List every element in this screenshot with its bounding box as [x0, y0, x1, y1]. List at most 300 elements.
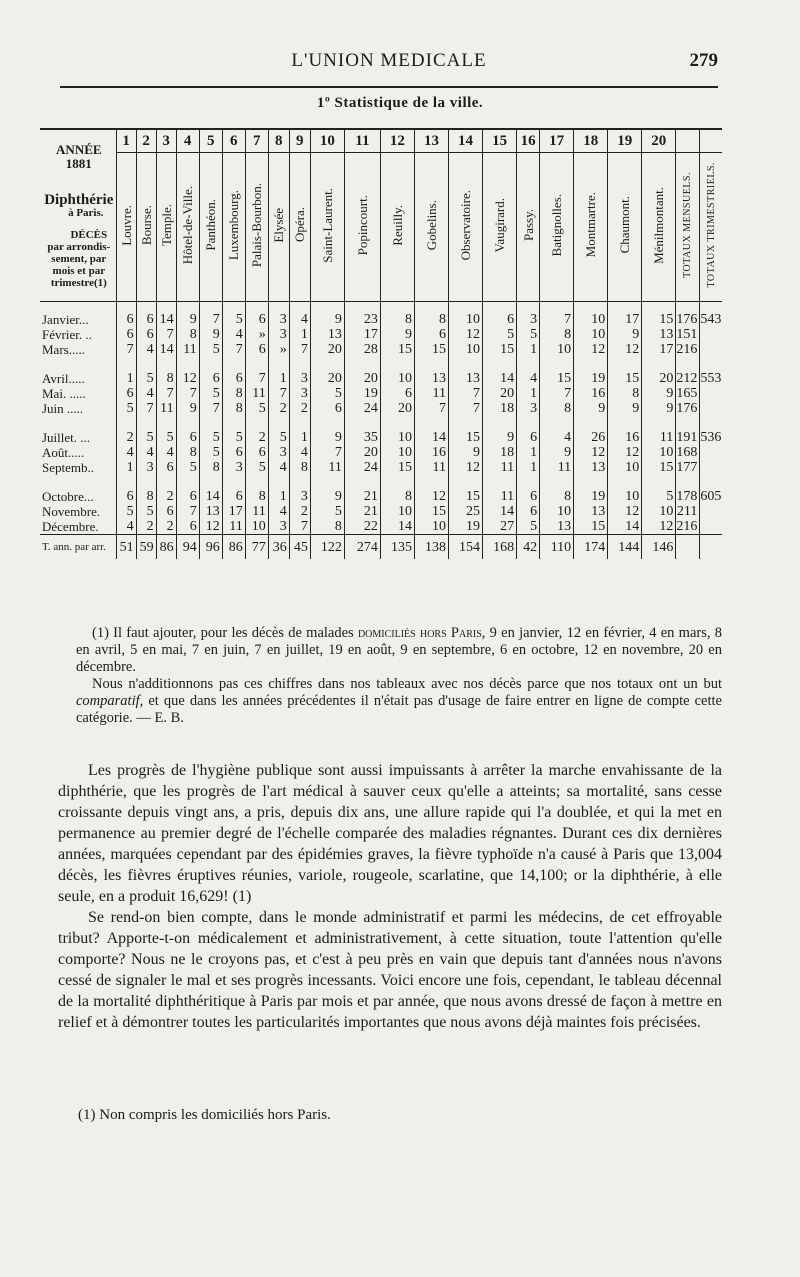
- table-cell: 8: [245, 489, 268, 504]
- table-cell: 4: [156, 445, 176, 460]
- table-cell: 5: [136, 504, 156, 519]
- annual-total-cell: 135: [380, 535, 414, 560]
- label-deces: DÉCÈS: [70, 228, 108, 241]
- column-number: 3: [156, 129, 176, 153]
- table-row: [40, 460, 722, 475]
- table-cell: 5: [310, 386, 344, 401]
- table-row: [40, 401, 722, 416]
- table-cell: 6: [245, 342, 268, 357]
- spacer-cell: [517, 475, 540, 489]
- table-cell: 35: [344, 430, 380, 445]
- spacer-cell: [676, 416, 700, 430]
- column-number: [676, 129, 700, 153]
- column-name-text: Vaugirard.: [492, 197, 508, 253]
- row-label: Février. ..: [42, 327, 92, 342]
- label-semaine: sement, par: [51, 252, 107, 265]
- table-cell: 4: [136, 445, 156, 460]
- table-cell: 4: [268, 504, 289, 519]
- spacer-cell: [268, 416, 289, 430]
- annual-total-cell: 138: [414, 535, 448, 560]
- table-cell: 5: [199, 445, 222, 460]
- spacer-cell: [540, 416, 574, 430]
- column-name-text: Bourse.: [138, 204, 154, 246]
- table-cell: 21: [344, 504, 380, 519]
- spacer-cell: [40, 416, 116, 430]
- table-cell: 6: [136, 312, 156, 327]
- table-cell: 1: [268, 371, 289, 386]
- page-number: 279: [689, 50, 718, 71]
- table-cell: 14: [414, 430, 448, 445]
- table-cell: 6: [483, 312, 517, 327]
- table-cell: 14: [608, 519, 642, 535]
- spacer-cell: [700, 416, 722, 430]
- table-cell: 6: [245, 445, 268, 460]
- table-cell: 1: [268, 489, 289, 504]
- table-cell: 23: [344, 312, 380, 327]
- table-cell: 15: [414, 342, 448, 357]
- table-cell: 3: [136, 460, 156, 475]
- table-cell: 17: [608, 312, 642, 327]
- spacer-cell: [642, 302, 676, 313]
- table-cell: 8: [222, 401, 245, 416]
- label-year: ANNÉE 1881: [56, 141, 102, 171]
- table-cell: 18: [483, 445, 517, 460]
- table-cell: 13: [449, 371, 483, 386]
- running-title: L'UNION MEDICALE: [291, 50, 487, 71]
- table-cell: 5: [245, 460, 268, 475]
- table-cell: 10: [380, 504, 414, 519]
- column-name: [310, 153, 344, 302]
- spacer-cell: [574, 302, 608, 313]
- quarterly-total: 605: [700, 489, 722, 504]
- table-cell: 15: [642, 460, 676, 475]
- table-cell: 25: [449, 504, 483, 519]
- column-name: [136, 153, 156, 302]
- spacer-cell: [574, 416, 608, 430]
- table-cell: 8: [540, 401, 574, 416]
- annual-total-cell: 77: [245, 535, 268, 560]
- spacer-row: [40, 302, 722, 313]
- table-cell: 10: [380, 371, 414, 386]
- spacer-row: [40, 475, 722, 489]
- spacer-cell: [289, 357, 310, 371]
- table-cell: 13: [414, 371, 448, 386]
- spacer-cell: [517, 302, 540, 313]
- spacer-cell: [574, 475, 608, 489]
- column-name-text: TOTAUX TRIMESTRIELS.: [705, 162, 717, 288]
- quarterly-total: 553: [700, 371, 722, 386]
- table-cell: 6: [310, 401, 344, 416]
- spacer-cell: [176, 416, 199, 430]
- table-cell: 6: [222, 489, 245, 504]
- spacer-cell: [245, 416, 268, 430]
- column-name: [517, 153, 540, 302]
- table-cell: 5: [199, 342, 222, 357]
- spacer-row: [40, 416, 722, 430]
- table-cell: 2: [156, 519, 176, 535]
- table-cell: 5: [222, 312, 245, 327]
- column-name-text: Panthéon.: [203, 199, 219, 251]
- spacer-cell: [344, 475, 380, 489]
- annual-total-cell: 86: [222, 535, 245, 560]
- spacer-cell: [268, 302, 289, 313]
- table-cell: 3: [268, 327, 289, 342]
- quarterly-total-cell: [700, 401, 722, 416]
- table-cell: 2: [116, 430, 136, 445]
- column-number: 5: [199, 129, 222, 153]
- table-row: [40, 489, 722, 504]
- spacer-cell: [268, 475, 289, 489]
- label-trimestre: trimestre(1): [50, 276, 107, 289]
- spacer-cell: [608, 357, 642, 371]
- spacer-cell: [199, 357, 222, 371]
- table-cell: 15: [642, 312, 676, 327]
- column-name: [268, 153, 289, 302]
- table-cell: 1: [289, 327, 310, 342]
- spacer-cell: [199, 302, 222, 313]
- table-cell: 6: [176, 430, 199, 445]
- table-cell: 11: [156, 401, 176, 416]
- spacer-cell: [289, 416, 310, 430]
- spacer-cell: [483, 416, 517, 430]
- table-cell: 7: [310, 445, 344, 460]
- table-cell: 20: [642, 371, 676, 386]
- table-cell: 5: [116, 504, 136, 519]
- table-cell: 9: [642, 401, 676, 416]
- row-label: Juillet. ...: [42, 430, 91, 445]
- table-cell: 8: [310, 519, 344, 535]
- table-row: [40, 430, 722, 445]
- spacer-cell: [414, 416, 448, 430]
- table-cell: 20: [380, 401, 414, 416]
- monthly-total-cell: 176: [676, 312, 700, 327]
- spacer-cell: [517, 416, 540, 430]
- row-label: Octobre...: [42, 489, 94, 504]
- table-cell: 15: [608, 371, 642, 386]
- table-cell: 10: [540, 504, 574, 519]
- table-row: [40, 519, 722, 535]
- table-cell: 15: [449, 430, 483, 445]
- body-paragraph-2: Se rend-on bien compte, dans le monde administratif et parmi les médecins, de cet effroyable tribut? Apporte-t-on médicalement et administrativement, à cette situation, toute l'attention qu'elle comporte? Nous ne le croyons pas, et c'est à peu près en vain que depuis tant d'années nous n'avons cessé de signaler le mal et ses progrès incessants. Voici encore une fois, cependant, le tableau décennal de la mortalité diphthéritique à Paris par mois et par année, que nous avons dressé de façon à mettre en relief et à démontrer toutes les particularités importantes que nous avons déjà maintes fois précisées.: [58, 909, 722, 1031]
- spacer-cell: [483, 302, 517, 313]
- quarterly-total-cell: [700, 342, 722, 357]
- table-cell: 3: [222, 460, 245, 475]
- spacer-cell: [310, 475, 344, 489]
- table-cell: 5: [116, 401, 136, 416]
- annual-total-cell: 122: [310, 535, 344, 560]
- spacer-cell: [414, 475, 448, 489]
- label-mois: mois et par: [52, 264, 106, 277]
- column-name: [642, 153, 676, 302]
- table-cell: 10: [642, 445, 676, 460]
- monthly-total-cell: 165: [676, 386, 700, 401]
- table-cell: 11: [540, 460, 574, 475]
- table-cell: 10: [449, 342, 483, 357]
- monthly-total-cell: 178: [676, 489, 700, 504]
- table-row: [40, 445, 722, 460]
- annual-total-cell: 154: [449, 535, 483, 560]
- table-cell: 11: [414, 460, 448, 475]
- table-cell: 13: [642, 327, 676, 342]
- header-rule: [60, 86, 718, 88]
- table-cell: 9: [608, 327, 642, 342]
- annual-total-cell: 274: [344, 535, 380, 560]
- table-cell: 7: [156, 327, 176, 342]
- spacer-cell: [40, 302, 116, 313]
- table-cell: 9: [574, 401, 608, 416]
- spacer-cell: [540, 475, 574, 489]
- table-cell: 4: [540, 430, 574, 445]
- column-number: 12: [380, 129, 414, 153]
- spacer-cell: [414, 357, 448, 371]
- table-cell: 5: [517, 519, 540, 535]
- table-cell: 14: [380, 519, 414, 535]
- table-cell: 4: [116, 445, 136, 460]
- column-name: [540, 153, 574, 302]
- table-cell: 11: [245, 504, 268, 519]
- table-cell: 15: [574, 519, 608, 535]
- table-cell: 7: [449, 386, 483, 401]
- spacer-cell: [676, 302, 700, 313]
- table-cell: 1: [116, 371, 136, 386]
- table-cell: 5: [310, 504, 344, 519]
- table-cell: 7: [116, 342, 136, 357]
- table-cell: 1: [517, 342, 540, 357]
- table-cell: 4: [289, 312, 310, 327]
- note-paragraph-1: (1) Il faut ajouter, pour les décès de malades domiciliés hors Paris, 9 en janvier, 12 en février, 4 en mars, 8 en avril, 5 en mai, 7 en juin, 7 en juillet, 19 en août, 9 en septembre, 6 en octobre, 12 en novembre, 20 en décembre.: [76, 625, 722, 675]
- spacer-cell: [199, 475, 222, 489]
- table-cell: 16: [608, 430, 642, 445]
- monthly-total-cell: 211: [676, 504, 700, 519]
- spacer-cell: [449, 302, 483, 313]
- table-cell: 15: [449, 489, 483, 504]
- column-name: [116, 153, 136, 302]
- table-cell: 3: [289, 386, 310, 401]
- table-cell: 16: [574, 386, 608, 401]
- table-cell: 8: [222, 386, 245, 401]
- table-cell: 10: [449, 312, 483, 327]
- table-cell: 3: [289, 371, 310, 386]
- table-cell: 11: [176, 342, 199, 357]
- table-cell: 14: [483, 371, 517, 386]
- spacer-cell: [136, 475, 156, 489]
- table-cell: 7: [540, 386, 574, 401]
- annual-total-row: [40, 535, 722, 560]
- spacer-cell: [245, 302, 268, 313]
- table-cell: 6: [136, 327, 156, 342]
- row-label: Août.....: [42, 445, 85, 460]
- table-cell: 24: [344, 401, 380, 416]
- table-cell: 12: [642, 519, 676, 535]
- spacer-row: [40, 357, 722, 371]
- column-number: 7: [245, 129, 268, 153]
- table-cell: 19: [574, 489, 608, 504]
- column-name: [483, 153, 517, 302]
- table-cell: 7: [268, 386, 289, 401]
- annual-total-cell: 94: [176, 535, 199, 560]
- column-name-row: [40, 153, 722, 302]
- row-label-header: [40, 129, 116, 302]
- table-cell: 6: [222, 445, 245, 460]
- column-name-text: Saint-Laurent.: [319, 187, 335, 263]
- table-cell: 20: [310, 342, 344, 357]
- table-cell: 11: [222, 519, 245, 535]
- spacer-cell: [608, 475, 642, 489]
- annual-total-cell: 42: [517, 535, 540, 560]
- column-number: 14: [449, 129, 483, 153]
- body-paragraph-1: Les progrès de l'hygiène publique sont aussi impuissants à arrêter la marche envahissante de la diphthérie, que les progrès de l'art médical à sauver ceux qu'elle a atteints; sa mortalité, sans cesse croissante depuis vingt ans, a pris, depuis dix ans, une allure rapide qui l'a doublée, et qui la met en permanence au premier degré de l'échelle comparée des maladies régnantes. Durant ces dix dernières années, marquées cependant par des épidémies graves, la fièvre typhoïde n'a causé à Paris que 13,004 décès, les fièvres éruptives réunies, variole, rougeole, scarlatine, que 14,100; or la diphthérie, à elle seule, en a produit 16,629! (1): [58, 762, 722, 905]
- table-cell: 4: [136, 342, 156, 357]
- table-row: [40, 342, 722, 357]
- table-cell: 1: [116, 460, 136, 475]
- spacer-cell: [540, 357, 574, 371]
- quarterly-total-cell: [700, 371, 722, 386]
- column-name-text: Elysée: [271, 207, 287, 243]
- table-cell: 7: [222, 342, 245, 357]
- column-name-text: Palais-Bourbon.: [249, 182, 265, 268]
- table-cell: 5: [176, 460, 199, 475]
- table-cell: 13: [310, 327, 344, 342]
- table-cell: 12: [608, 445, 642, 460]
- table-cell: 17: [642, 342, 676, 357]
- table-cell: 12: [574, 445, 608, 460]
- table-cell: 6: [517, 489, 540, 504]
- table-cell: 26: [574, 430, 608, 445]
- column-number: 18: [574, 129, 608, 153]
- table-cell: 9: [483, 430, 517, 445]
- spacer-cell: [136, 302, 156, 313]
- spacer-cell: [344, 416, 380, 430]
- column-name: [608, 153, 642, 302]
- quarterly-total-cell: [700, 519, 722, 535]
- spacer-cell: [642, 475, 676, 489]
- spacer-cell: [700, 302, 722, 313]
- column-name-text: Montmartre.: [583, 192, 599, 258]
- quarterly-total: 536: [700, 430, 722, 445]
- table-cell: 6: [116, 386, 136, 401]
- table-cell: 4: [136, 386, 156, 401]
- table-cell: 16: [414, 445, 448, 460]
- row-label: Avril.....: [42, 371, 85, 386]
- table-cell: 2: [289, 504, 310, 519]
- column-name: [289, 153, 310, 302]
- quarterly-total-cell: [700, 504, 722, 519]
- table-cell: 8: [540, 489, 574, 504]
- table-cell: 12: [199, 519, 222, 535]
- table-cell: 9: [608, 401, 642, 416]
- table-cell: 7: [414, 401, 448, 416]
- column-number: 6: [222, 129, 245, 153]
- spacer-cell: [483, 475, 517, 489]
- spacer-cell: [380, 357, 414, 371]
- table-cell: 12: [449, 327, 483, 342]
- table-cell: 15: [540, 371, 574, 386]
- annual-total-cell: 174: [574, 535, 608, 560]
- spacer-cell: [700, 475, 722, 489]
- spacer-cell: [380, 302, 414, 313]
- table-cell: 14: [199, 489, 222, 504]
- column-number: 19: [608, 129, 642, 153]
- table-cell: 8: [380, 489, 414, 504]
- table-cell: 10: [642, 504, 676, 519]
- spacer-cell: [156, 302, 176, 313]
- column-name-text: Observatoire.: [458, 189, 474, 261]
- column-name-text: Opéra.: [292, 207, 308, 243]
- spacer-cell: [156, 357, 176, 371]
- row-label: Mars.....: [42, 342, 85, 357]
- table-cell: 10: [245, 519, 268, 535]
- table-cell: 10: [608, 489, 642, 504]
- table-cell: 6: [222, 371, 245, 386]
- table-cell: 4: [517, 371, 540, 386]
- table-cell: 6: [380, 386, 414, 401]
- table-cell: 2: [268, 401, 289, 416]
- table-cell: 8: [380, 312, 414, 327]
- table-cell: 9: [642, 386, 676, 401]
- spacer-cell: [136, 416, 156, 430]
- table-cell: 14: [156, 312, 176, 327]
- spacer-cell: [116, 416, 136, 430]
- row-label: Décembre.: [42, 519, 99, 534]
- table-cell: 7: [136, 401, 156, 416]
- table-cell: 7: [176, 504, 199, 519]
- table-cell: 10: [574, 312, 608, 327]
- annual-total-cell: 110: [540, 535, 574, 560]
- table-cell: 3: [517, 401, 540, 416]
- quarterly-total-cell: [700, 312, 722, 327]
- table-cell: 6: [156, 460, 176, 475]
- monthly-total-cell: 151: [676, 327, 700, 342]
- table-cell: 15: [414, 504, 448, 519]
- column-name: [449, 153, 483, 302]
- quarterly-total-cell: [700, 430, 722, 445]
- spacer-cell: [517, 357, 540, 371]
- table-cell: 8: [156, 371, 176, 386]
- table-cell: 6: [176, 489, 199, 504]
- spacer-cell: [642, 416, 676, 430]
- spacer-cell: [380, 475, 414, 489]
- spacer-cell: [574, 357, 608, 371]
- annual-total-cell: 96: [199, 535, 222, 560]
- note-paragraph-2: Nous n'additionnons pas ces chiffres dans nos tableaux avec nos décès parce que nos totaux ont un but comparatif, et que dans les années précédentes il n'était pas d'usage de faire entrer en ligne de compte cette catégorie. — E. B.: [76, 676, 722, 726]
- table-cell: 6: [116, 489, 136, 504]
- table-row: [40, 327, 722, 342]
- table-cell: 11: [483, 489, 517, 504]
- spacer-cell: [176, 357, 199, 371]
- label-paris: à Paris.: [68, 206, 104, 219]
- column-number: 1: [116, 129, 136, 153]
- table-cell: 24: [344, 460, 380, 475]
- table-cell: 6: [199, 371, 222, 386]
- table-cell: 10: [414, 519, 448, 535]
- table-cell: 7: [156, 386, 176, 401]
- label-diphtheria: Diphthérie: [44, 191, 114, 208]
- running-head: [60, 50, 718, 74]
- table-cell: 12: [608, 342, 642, 357]
- spacer-cell: [40, 475, 116, 489]
- table-cell: 20: [483, 386, 517, 401]
- table-cell: 7: [540, 312, 574, 327]
- spacer-cell: [199, 416, 222, 430]
- table-cell: 14: [483, 504, 517, 519]
- spacer-cell: [344, 302, 380, 313]
- table-cell: 4: [289, 445, 310, 460]
- table-cell: 8: [136, 489, 156, 504]
- table-cell: 12: [574, 342, 608, 357]
- spacer-cell: [268, 357, 289, 371]
- table-cell: 11: [310, 460, 344, 475]
- table-cell: 10: [540, 342, 574, 357]
